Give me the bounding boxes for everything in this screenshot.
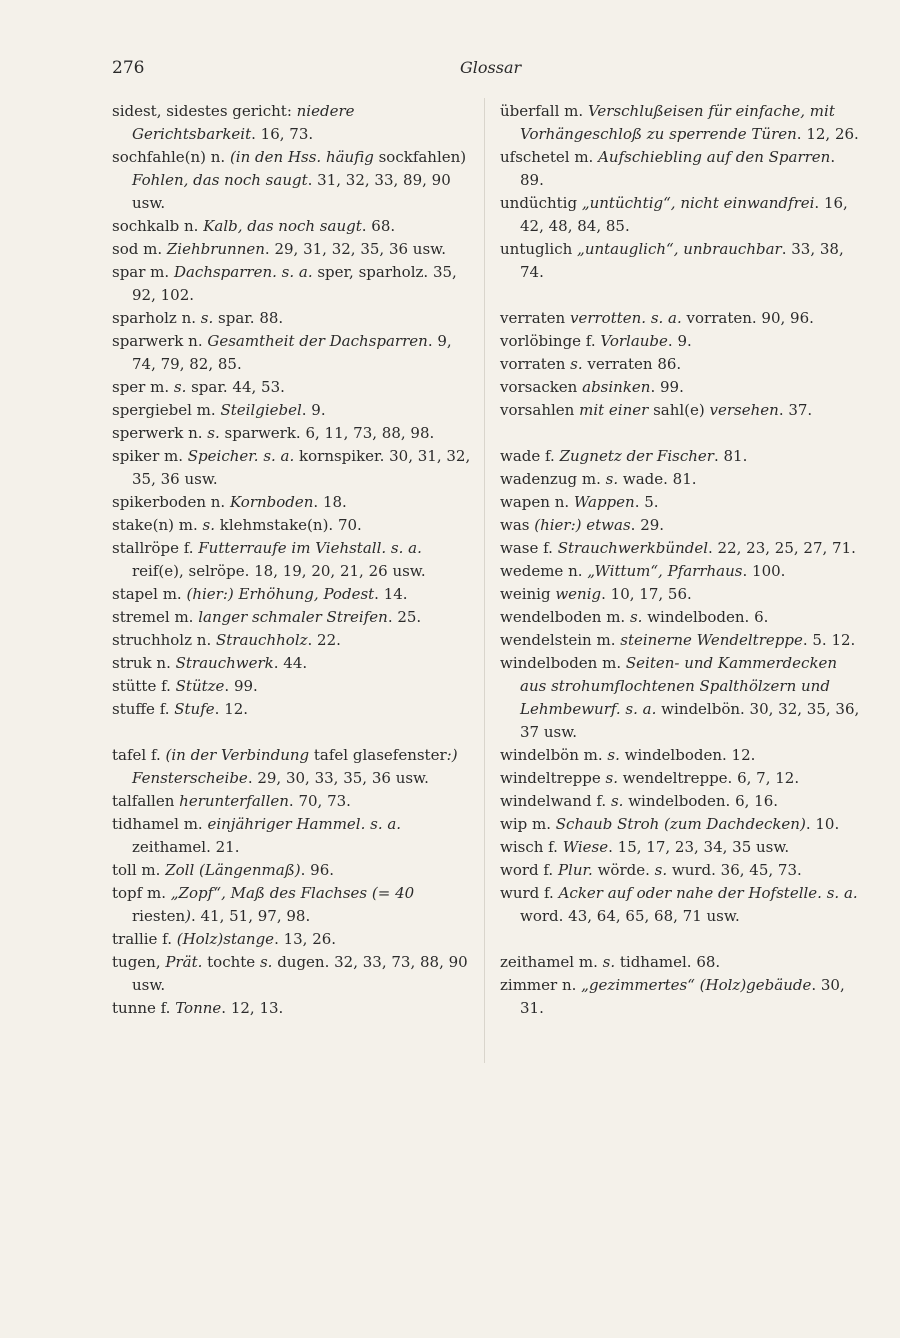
entry-text: . 96. <box>300 861 335 879</box>
glossary-entry <box>112 859 474 882</box>
entry-text: sper m. <box>112 378 174 396</box>
entry-text: . 29. <box>630 516 665 534</box>
entry-text: was <box>500 516 535 534</box>
glossary-entry <box>500 445 862 468</box>
glossary-entry <box>112 514 474 537</box>
entry-definition: Futterraufe im Viehstall. s. a. <box>198 539 422 557</box>
glossary-entry <box>112 445 474 491</box>
entry-text: struk n. <box>112 654 176 672</box>
glossary-entry <box>500 537 862 560</box>
entry-definition: wenig <box>555 585 602 603</box>
entry-text: . 44. <box>273 654 308 672</box>
entry-text: tafel glasefenster <box>309 746 447 764</box>
glossary-entry <box>112 215 474 238</box>
glossary-entry <box>112 744 474 790</box>
entry-text: . 30, 31. <box>520 976 845 1017</box>
glossary-entry <box>112 629 474 652</box>
entry-text: windelboden. 6. <box>642 608 769 626</box>
entry-text: . 99. <box>224 677 258 695</box>
entry-definition: Vorlaube <box>600 332 668 350</box>
glossary-entry <box>500 100 862 146</box>
entry-definition: mit einer <box>579 401 649 419</box>
entry-text: . 9, 74, 79, 82, 85. <box>132 332 452 373</box>
entry-definition: Acker auf oder nahe der Hofstelle. s. a. <box>558 884 858 902</box>
entry-text: . 41, 51, 97, 98. <box>190 907 311 925</box>
entry-text: zimmer n. <box>500 976 582 994</box>
entry-text: spergiebel m. <box>112 401 221 419</box>
entry-text: stallröpe f. <box>112 539 199 557</box>
entry-text: sperwerk n. <box>112 424 208 442</box>
entry-definition: Aufschiebling auf den Sparren <box>598 148 831 166</box>
entry-definition: (in den Hss. häufig <box>229 148 374 166</box>
entry-text: wase f. <box>500 539 558 557</box>
letter-group-gap <box>500 284 862 307</box>
entry-definition: Ziehbrunnen <box>166 240 265 258</box>
entry-text: . 22. <box>307 631 341 649</box>
entry-text: untuglich <box>500 240 578 258</box>
entry-text: toll m. <box>112 861 166 879</box>
entry-text: tafel f. <box>112 746 166 764</box>
entry-text: . 37. <box>778 401 813 419</box>
glossary-entry <box>500 146 862 192</box>
entry-text: wisch f. <box>500 838 563 856</box>
entry-definition: Gesamtheit der Dachsparren <box>207 332 428 350</box>
glossary-entry <box>500 606 862 629</box>
entry-definition: s. <box>570 355 583 373</box>
entry-text: dugen. 32, 33, 73, 88, 90 usw. <box>132 953 468 994</box>
entry-text: spiker m. <box>112 447 188 465</box>
entry-text: . 70, 73. <box>288 792 351 810</box>
entry-text: . 16, 73. <box>251 125 314 143</box>
glossary-entry <box>500 353 862 376</box>
glossary-entry <box>112 813 474 859</box>
entry-text: wendeltreppe. 6, 7, 12. <box>617 769 800 787</box>
entry-text: . 99. <box>650 378 684 396</box>
glossary-entry <box>112 675 474 698</box>
entry-text: wedeme n. <box>500 562 588 580</box>
glossary-entry <box>112 652 474 675</box>
entry-definition: Kalb, das noch saugt <box>203 217 362 235</box>
entry-text: riesten <box>132 907 186 925</box>
glossary-entry <box>500 514 862 537</box>
glossary-entry <box>112 951 474 997</box>
column-divider <box>484 98 485 1063</box>
letter-group-gap <box>500 928 862 951</box>
entry-text: vorlöbinge f. <box>500 332 601 350</box>
entry-text: sochfahle(n) n. <box>112 148 230 166</box>
entry-definition: s. <box>607 746 620 764</box>
entry-text: windelboden. 6, 16. <box>623 792 779 810</box>
glossary-entry <box>500 583 862 606</box>
glossary-entry <box>112 261 474 307</box>
entry-definition: s. <box>605 470 619 488</box>
page-number: 276 <box>112 58 145 78</box>
entry-text: stuffe f. <box>112 700 175 718</box>
glossary-entry <box>500 836 862 859</box>
entry-definition: Speicher. s. a. <box>187 447 295 465</box>
entry-text: sidest, sidestes gericht: <box>112 102 297 120</box>
glossary-entry <box>112 399 474 422</box>
entry-text: stake(n) m. <box>112 516 203 534</box>
entry-text: windelbön m. <box>500 746 608 764</box>
entry-text: undüchtig <box>500 194 582 212</box>
entry-text: wurd f. <box>500 884 559 902</box>
entry-text: wörde. <box>592 861 655 879</box>
page-title: Glossar <box>460 58 522 77</box>
glossary-entry <box>500 813 862 836</box>
entry-definition: (Holz)stange <box>176 930 275 948</box>
entry-definition: niedere Gerichtsbarkeit <box>132 102 355 143</box>
entry-text: . 33, 38, 74. <box>520 240 844 281</box>
entry-text: stütte f. <box>112 677 176 695</box>
entry-definition: s. <box>610 792 624 810</box>
entry-text: windelboden. 12. <box>619 746 756 764</box>
entry-text: windelboden m. <box>500 654 626 672</box>
entry-text: . 68. <box>361 217 396 235</box>
glossary-entry <box>112 330 474 376</box>
entry-text: . 18. <box>313 493 347 511</box>
glossary-entry <box>500 192 862 238</box>
glossary-entry <box>500 560 862 583</box>
entry-text: stapel m. <box>112 585 187 603</box>
entry-text: struchholz n. <box>112 631 216 649</box>
entry-definition: s. <box>259 953 273 971</box>
glossary-entry <box>112 376 474 399</box>
glossary-entry <box>112 238 474 261</box>
entry-text: . 12, 26. <box>796 125 859 143</box>
glossary-entry <box>500 882 862 928</box>
entry-text: talfallen <box>112 792 180 810</box>
entry-definition: Strauchwerkbündel <box>557 539 709 557</box>
glossary-entry <box>500 974 862 1020</box>
entry-text: verraten 86. <box>582 355 682 373</box>
entry-definition: s. <box>202 516 215 534</box>
entry-text: . 81. <box>713 447 748 465</box>
entry-text: zeithamel m. <box>500 953 603 971</box>
entry-text: stremel m. <box>112 608 199 626</box>
glossary-entry <box>112 997 474 1020</box>
entry-definition: Fohlen, das noch saugt <box>132 171 308 189</box>
entry-text: . 16, 42, 48, 84, 85. <box>520 194 848 235</box>
glossary-entry <box>500 629 862 652</box>
entry-definition: s. <box>200 309 214 327</box>
entry-definition: (hier:) etwas <box>534 516 631 534</box>
glossary-entry <box>112 491 474 514</box>
entry-text: wade f. <box>500 447 560 465</box>
entry-text: . 13, 26. <box>274 930 337 948</box>
glossary-entry <box>500 307 862 330</box>
entry-text: . 22, 23, 25, 27, 71. <box>708 539 856 557</box>
entry-text: tidhamel m. <box>112 815 208 833</box>
entry-definition: steinerne Wendeltreppe <box>620 631 803 649</box>
glossary-entry <box>112 928 474 951</box>
entry-text: wip m. <box>500 815 556 833</box>
glossary-entry <box>112 100 474 146</box>
glossary-entry <box>500 744 862 767</box>
entry-text: . 12, 13. <box>221 999 284 1017</box>
entry-definition: s. <box>654 861 668 879</box>
entry-text: vorsahlen <box>500 401 580 419</box>
letter-group-gap <box>112 721 474 744</box>
entry-definition: Zugnetz der Fischer <box>559 447 714 465</box>
entry-text: sparwerk. 6, 11, 73, 88, 98. <box>219 424 435 442</box>
entry-text: . 5. 12. <box>802 631 856 649</box>
entry-text: vorraten <box>500 355 571 373</box>
glossary-entry <box>112 146 474 215</box>
entry-text: wurd. 36, 45, 73. <box>667 861 802 879</box>
entry-definition: Dachsparren. s. a. <box>173 263 313 281</box>
entry-text: word. 43, 64, 65, 68, 71 usw. <box>520 907 740 925</box>
entry-text: wadenzug m. <box>500 470 606 488</box>
glossary-entry <box>112 698 474 721</box>
entry-text: vorsacken <box>500 378 583 396</box>
entry-definition: (in der Verbindung <box>165 746 310 764</box>
entry-text: . 10, 17, 56. <box>601 585 692 603</box>
glossary-entry <box>112 882 474 928</box>
entry-text: . 9. <box>667 332 692 350</box>
glossary-entry <box>500 767 862 790</box>
glossary-entry <box>500 468 862 491</box>
entry-definition: :) Fensterscheibe <box>132 746 458 787</box>
entry-text: . 29, 31, 32, 35, 36 usw. <box>264 240 446 258</box>
entry-definition: absinken <box>582 378 651 396</box>
entry-definition: (hier:) Erhöhung, Podest <box>186 585 375 603</box>
entry-definition: Wappen <box>573 493 635 511</box>
entry-definition: Verschlußeisen für einfache, mit Vorhängeschloß zu sperrende Türen <box>520 102 835 143</box>
entry-definition: „untauglich“, unbrauchbar <box>577 240 782 258</box>
entry-definition: Zoll (Längenmaß) <box>165 861 301 879</box>
glossary-entry <box>500 399 862 422</box>
entry-text: sahl(e) <box>648 401 710 419</box>
entry-definition: „Zopf“, Maß des Flachses (= 40 <box>170 884 415 902</box>
entry-text: . 31, 32, 33, 89, 90 usw. <box>132 171 451 212</box>
letter-group-gap <box>500 422 862 445</box>
entry-definition: Stufe <box>174 700 215 718</box>
entry-definition: langer schmaler Streifen <box>198 608 388 626</box>
entry-definition: herunterfallen <box>179 792 289 810</box>
glossary-entry <box>500 652 862 744</box>
entry-definition: s. <box>602 953 616 971</box>
entry-text: sockfahlen) <box>373 148 467 166</box>
entry-text: spar m. <box>112 263 174 281</box>
glossary-entry <box>500 491 862 514</box>
entry-text: . 15, 17, 23, 34, 35 usw. <box>608 838 790 856</box>
entry-text: verraten <box>500 309 570 327</box>
entry-text: sper, sparholz. 35, 92, 102. <box>132 263 457 304</box>
glossary-entry <box>500 951 862 974</box>
glossary-entry <box>500 330 862 353</box>
glossary-entry <box>112 583 474 606</box>
entry-text: kornspiker. 30, 31, 32, 35, 36 usw. <box>132 447 471 488</box>
entry-definition: ) <box>185 907 191 925</box>
entry-text: reif(e), selröpe. 18, 19, 20, 21, 26 usw. <box>132 562 426 580</box>
entry-text: ufschetel m. <box>500 148 599 166</box>
entry-definition: s. <box>173 378 187 396</box>
entry-text: wade. 81. <box>618 470 697 488</box>
entry-text: . 5. <box>634 493 659 511</box>
entry-text: tidhamel. 68. <box>615 953 721 971</box>
entry-definition: s. <box>629 608 643 626</box>
entry-text: windelbön. 30, 32, 35, 36, 37 usw. <box>520 700 860 741</box>
entry-text: wapen n. <box>500 493 574 511</box>
entry-text: vorraten. 90, 96. <box>681 309 814 327</box>
entry-text: zeithamel. 21. <box>132 838 240 856</box>
glossary-entry <box>500 238 862 284</box>
entry-text: . 12. <box>214 700 249 718</box>
entry-definition: verrotten. s. a. <box>569 309 682 327</box>
entry-definition: Seiten- und Kammerdecken aus strohumflochtenen Spalthölzern und Lehmbewurf. s. a. <box>520 654 838 718</box>
entry-definition: einjähriger Hammel. s. a. <box>207 815 402 833</box>
entry-text: tunne f. <box>112 999 176 1017</box>
entry-text: . 100. <box>742 562 786 580</box>
glossary-entry <box>500 790 862 813</box>
glossary-entry <box>112 307 474 330</box>
entry-definition: Kornboden <box>229 493 314 511</box>
entry-text: sod m. <box>112 240 167 258</box>
glossary-column-left <box>112 100 474 1020</box>
entry-text: spikerboden n. <box>112 493 230 511</box>
entry-definition: „gezimmertes“ (Holz)gebäude <box>581 976 812 994</box>
entry-definition: versehen <box>709 401 779 419</box>
glossary-entry <box>112 606 474 629</box>
entry-definition: Schaub Stroh (zum Dachdecken) <box>555 815 806 833</box>
entry-text: sparholz n. <box>112 309 201 327</box>
glossary-entry <box>500 859 862 882</box>
entry-definition: Wiese <box>562 838 609 856</box>
entry-text: . 14. <box>374 585 408 603</box>
glossary-entry <box>500 376 862 399</box>
entry-text: tochte <box>202 953 260 971</box>
entry-text: . 9. <box>301 401 326 419</box>
glossary-entry <box>112 537 474 583</box>
entry-text: . 10. <box>805 815 840 833</box>
entry-text: sparwerk n. <box>112 332 208 350</box>
entry-definition: s. <box>207 424 220 442</box>
entry-definition: Tonne <box>175 999 222 1017</box>
entry-definition: „untüchtig“, nicht einwandfrei <box>581 194 815 212</box>
entry-text: windeltreppe <box>500 769 606 787</box>
entry-definition: „Wittum“, Pfarrhaus <box>587 562 743 580</box>
entry-text: klehmstake(n). 70. <box>215 516 362 534</box>
glossary-entry <box>112 790 474 813</box>
entry-text: sochkalb n. <box>112 217 204 235</box>
entry-text: wendelstein m. <box>500 631 621 649</box>
entry-definition: s. <box>605 769 618 787</box>
entry-text: . 29, 30, 33, 35, 36 usw. <box>247 769 429 787</box>
entry-text: wendelboden m. <box>500 608 630 626</box>
entry-text: spar. 88. <box>213 309 284 327</box>
entry-definition: Strauchholz <box>215 631 308 649</box>
entry-definition: Plur. <box>557 861 593 879</box>
entry-text: spar. 44, 53. <box>186 378 285 396</box>
entry-text: windelwand f. <box>500 792 611 810</box>
entry-definition: Stütze <box>175 677 225 695</box>
entry-text: tugen, <box>112 953 166 971</box>
entry-text: . 89. <box>520 148 836 189</box>
entry-definition: Steilgiebel <box>220 401 302 419</box>
entry-text: trallie f. <box>112 930 177 948</box>
entry-text: weinig <box>500 585 556 603</box>
glossary-entry <box>112 422 474 445</box>
glossary-column-right <box>500 100 862 1020</box>
entry-definition: Strauchwerk <box>175 654 274 672</box>
entry-text: word f. <box>500 861 558 879</box>
entry-text: topf m. <box>112 884 171 902</box>
entry-text: . 25. <box>387 608 422 626</box>
entry-text: überfall m. <box>500 102 588 120</box>
entry-definition: Prät. <box>165 953 203 971</box>
